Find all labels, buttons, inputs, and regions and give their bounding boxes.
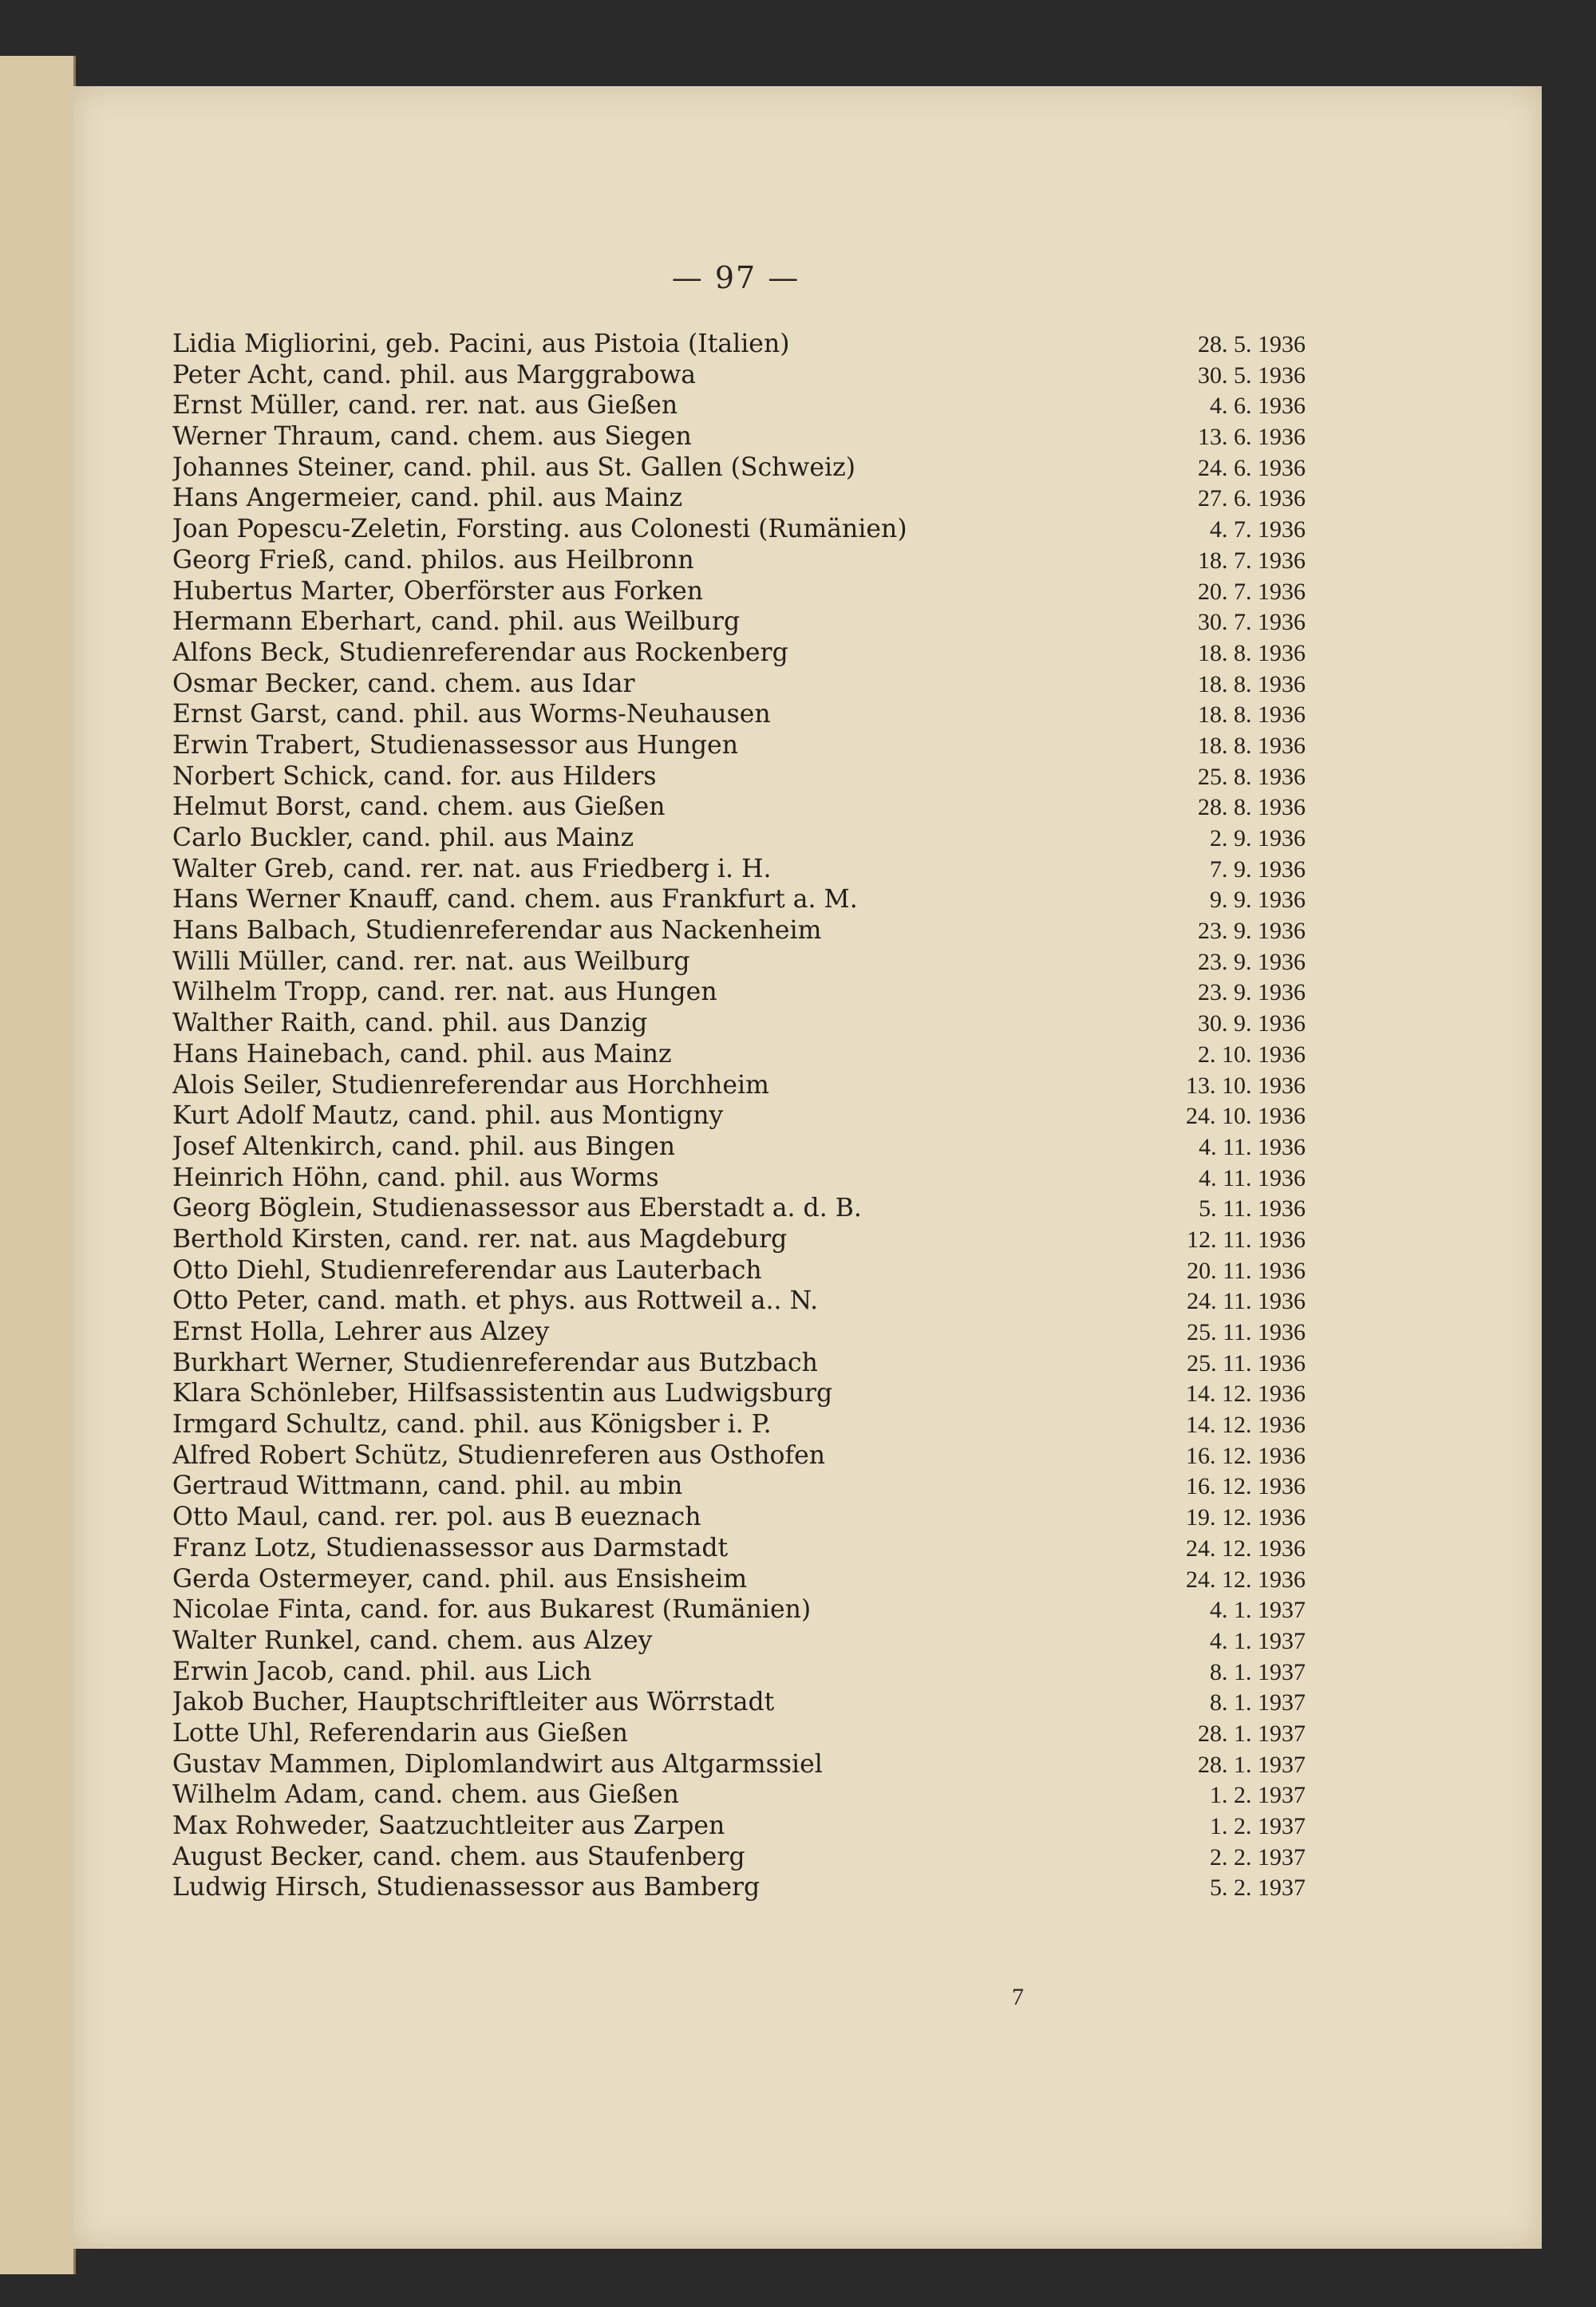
- entry-date: 16. 12. 1936: [1186, 1473, 1306, 1500]
- list-item: [172, 731, 1306, 762]
- list-item: [172, 422, 1306, 453]
- entry-date: 18. 8. 1936: [1198, 701, 1306, 729]
- list-item: [172, 1472, 1306, 1503]
- list-item: [172, 1626, 1306, 1657]
- entry-date: 7. 9. 1936: [1210, 855, 1306, 883]
- entry-date: 28. 8. 1936: [1198, 794, 1306, 821]
- page-number: — 97 —: [671, 260, 800, 295]
- list-item: [172, 978, 1306, 1009]
- list-item: [172, 1688, 1306, 1719]
- entry-date: 4. 1. 1937: [1210, 1597, 1306, 1624]
- list-item: [172, 1040, 1306, 1071]
- entry-name: Gustav Mammen, Diplomlandwirt aus Altgarmssiel: [172, 1749, 823, 1779]
- entry-date: 5. 2. 1937: [1210, 1874, 1306, 1902]
- entry-name: Max Rohweder, Saatzuchtleiter aus Zarpen: [172, 1811, 725, 1840]
- entry-name: Alfons Beck, Studienreferendar aus Rockenberg: [172, 638, 788, 667]
- entry-name: Hubertus Marter, Oberförster aus Forken: [172, 576, 704, 606]
- entry-name: Hans Angermeier, cand. phil. aus Mainz: [172, 484, 683, 513]
- list-item: [172, 1565, 1306, 1596]
- entry-date: 30. 9. 1936: [1198, 1010, 1306, 1037]
- list-item: [172, 1441, 1306, 1472]
- entry-name: Burkhart Werner, Studienreferendar aus Butzbach: [172, 1348, 818, 1377]
- list-item: [172, 700, 1306, 731]
- list-item: [172, 1811, 1306, 1843]
- entry-date: 2. 10. 1936: [1198, 1041, 1306, 1068]
- entry-date: 8. 1. 1937: [1210, 1658, 1306, 1685]
- entry-name: Erwin Trabert, Studienassessor aus Hungen: [172, 730, 738, 760]
- entry-date: 14. 12. 1936: [1186, 1381, 1306, 1408]
- list-item: [172, 638, 1306, 670]
- entry-date: 14. 12. 1936: [1186, 1412, 1306, 1439]
- entry-name: Otto Peter, cand. math. et phys. aus Rottweil a.. N.: [172, 1286, 819, 1316]
- entry-date: 5. 11. 1936: [1199, 1195, 1306, 1223]
- entry-date: 28. 5. 1936: [1198, 331, 1306, 358]
- entry-date: 4. 6. 1936: [1210, 393, 1306, 420]
- list-item: [172, 484, 1306, 515]
- entry-date: 24. 10. 1936: [1186, 1103, 1306, 1130]
- entry-date: 20. 11. 1936: [1187, 1257, 1306, 1284]
- entry-date: 13. 6. 1936: [1198, 424, 1306, 451]
- entry-date: 13. 10. 1936: [1186, 1072, 1306, 1099]
- entry-name: Ernst Garst, cand. phil. aus Worms-Neuhausen: [172, 700, 771, 729]
- entry-name: Georg Böglein, Studienassessor aus Eberstadt a. d. B.: [172, 1194, 862, 1223]
- list-item: [172, 855, 1306, 886]
- entry-date: 2. 9. 1936: [1210, 825, 1306, 851]
- entry-date: 9. 9. 1936: [1210, 887, 1306, 914]
- entry-name: Gertraud Wittmann, cand. phil. au mbin: [172, 1472, 683, 1501]
- list-item: [172, 1132, 1306, 1163]
- entry-name: Irmgard Schultz, cand. phil. aus Königsber i. P.: [172, 1410, 772, 1440]
- list-item: [172, 1256, 1306, 1287]
- entry-name: Hans Balbach, Studienreferendar aus Nackenheim: [172, 916, 822, 946]
- entry-name: Wilhelm Adam, cand. chem. aus Gießen: [172, 1780, 679, 1810]
- list-item: [172, 824, 1306, 855]
- facing-page-edge: [0, 56, 76, 2274]
- list-item: [172, 947, 1306, 978]
- entry-date: 30. 7. 1936: [1198, 609, 1306, 636]
- list-item: [172, 1071, 1306, 1102]
- entry-date: 28. 1. 1937: [1198, 1720, 1306, 1747]
- entry-date: 23. 9. 1936: [1198, 918, 1306, 945]
- list-item: [172, 1719, 1306, 1750]
- entry-name: Hans Werner Knauff, cand. chem. aus Frankfurt a. M.: [172, 885, 858, 915]
- entry-name: Walter Runkel, cand. chem. aus Alzey: [172, 1626, 653, 1655]
- entry-list: [172, 330, 1306, 1904]
- list-item: [172, 546, 1306, 577]
- entry-date: 1. 2. 1937: [1210, 1813, 1306, 1839]
- entry-name: Berthold Kirsten, cand. rer. nat. aus Magdeburg: [172, 1224, 788, 1254]
- list-item: [172, 885, 1306, 916]
- list-item: [172, 1163, 1306, 1195]
- entry-name: Nicolae Finta, cand. for. aus Bukarest (Rumänien): [172, 1595, 812, 1625]
- list-item: [172, 1843, 1306, 1874]
- entry-name: Norbert Schick, cand. for. aus Hilders: [172, 761, 657, 791]
- entry-date: 4. 1. 1937: [1210, 1627, 1306, 1654]
- entry-date: 23. 9. 1936: [1198, 948, 1306, 975]
- entry-date: 23. 9. 1936: [1198, 979, 1306, 1006]
- entry-date: 24. 12. 1936: [1186, 1566, 1306, 1593]
- entry-name: Georg Frieß, cand. philos. aus Heilbronn: [172, 545, 694, 575]
- entry-name: Wilhelm Tropp, cand. rer. nat. aus Hungen: [172, 978, 717, 1007]
- list-item: [172, 1410, 1306, 1441]
- list-item: [172, 1873, 1306, 1904]
- list-item: [172, 916, 1306, 947]
- list-item: [172, 1009, 1306, 1040]
- entry-date: 19. 12. 1936: [1186, 1504, 1306, 1531]
- signature-mark: 7: [1012, 1984, 1024, 2010]
- entry-date: 8. 1. 1937: [1210, 1689, 1306, 1716]
- list-item: [172, 391, 1306, 422]
- entry-date: 27. 6. 1936: [1198, 485, 1306, 512]
- list-item: [172, 1379, 1306, 1410]
- entry-name: Lidia Migliorini, geb. Pacini, aus Pistoia (Italien): [172, 330, 790, 358]
- entry-date: 18. 8. 1936: [1198, 732, 1306, 759]
- entry-date: 12. 11. 1936: [1187, 1226, 1306, 1253]
- list-item: [172, 1194, 1306, 1225]
- list-item: [172, 330, 1306, 361]
- list-item: [172, 1286, 1306, 1317]
- list-item: [172, 1317, 1306, 1349]
- list-item: [172, 1657, 1306, 1689]
- entry-date: 18. 7. 1936: [1198, 547, 1306, 574]
- entry-name: Jakob Bucher, Hauptschriftleiter aus Wörrstadt: [172, 1688, 775, 1717]
- list-item: [172, 1349, 1306, 1380]
- entry-date: 4. 7. 1936: [1210, 516, 1306, 543]
- list-item: [172, 762, 1306, 793]
- entry-name: Heinrich Höhn, cand. phil. aus Worms: [172, 1163, 659, 1192]
- entry-name: Peter Acht, cand. phil. aus Marggrabowa: [172, 360, 697, 389]
- list-item: [172, 1503, 1306, 1534]
- entry-date: 18. 8. 1936: [1198, 670, 1306, 697]
- list-item: [172, 453, 1306, 484]
- entry-name: Osmar Becker, cand. chem. aus Idar: [172, 669, 635, 698]
- entry-date: 24. 6. 1936: [1198, 454, 1306, 481]
- entry-name: Klara Schönleber, Hilfsassistentin aus Ludwigsburg: [172, 1379, 833, 1408]
- list-item: [172, 1595, 1306, 1626]
- entry-name: Kurt Adolf Mautz, cand. phil. aus Montigny: [172, 1101, 724, 1131]
- entry-date: 30. 5. 1936: [1198, 361, 1306, 389]
- entry-name: Johannes Steiner, cand. phil. aus St. Gallen (Schweiz): [172, 452, 855, 482]
- entry-name: Franz Lotz, Studienassessor aus Darmstadt: [172, 1533, 729, 1562]
- entry-date: 24. 11. 1936: [1187, 1288, 1306, 1315]
- list-item: [172, 607, 1306, 638]
- entry-name: Helmut Borst, cand. chem. aus Gießen: [172, 792, 666, 822]
- list-item: [172, 361, 1306, 392]
- list-item: [172, 1534, 1306, 1565]
- entry-name: Otto Diehl, Studienreferendar aus Lauterbach: [172, 1255, 762, 1285]
- entry-name: Ernst Holla, Lehrer aus Alzey: [172, 1317, 550, 1346]
- entry-name: Gerda Ostermeyer, cand. phil. aus Ensisheim: [172, 1564, 748, 1594]
- entry-name: Alois Seiler, Studienreferendar aus Horchheim: [172, 1070, 769, 1100]
- entry-name: Otto Maul, cand. rer. pol. aus B eueznach: [172, 1503, 701, 1532]
- entry-date: 4. 11. 1936: [1199, 1133, 1306, 1160]
- list-item: [172, 792, 1306, 824]
- list-item: [172, 1225, 1306, 1256]
- list-item: [172, 515, 1306, 546]
- list-item: [172, 1101, 1306, 1132]
- entry-name: Walter Greb, cand. rer. nat. aus Friedberg i. H.: [172, 854, 772, 883]
- entry-name: Ludwig Hirsch, Studienassessor aus Bamberg: [172, 1873, 760, 1902]
- entry-name: Erwin Jacob, cand. phil. aus Lich: [172, 1657, 592, 1686]
- entry-name: Joan Popescu-Zeletin, Forsting. aus Colonesti (Rumänien): [172, 515, 907, 544]
- entry-name: Willi Müller, cand. rer. nat. aus Weilburg: [172, 946, 690, 976]
- entry-name: Hans Hainebach, cand. phil. aus Mainz: [172, 1039, 672, 1069]
- entry-date: 4. 11. 1936: [1199, 1164, 1306, 1191]
- entry-date: 25. 8. 1936: [1198, 763, 1306, 790]
- entry-date: 28. 1. 1937: [1198, 1751, 1306, 1778]
- book-page: [73, 86, 1542, 2249]
- list-item: [172, 670, 1306, 701]
- entry-name: Alfred Robert Schütz, Studienreferen aus Osthofen: [172, 1440, 826, 1470]
- entry-date: 24. 12. 1936: [1186, 1535, 1306, 1562]
- entry-date: 1. 2. 1937: [1210, 1782, 1306, 1809]
- entry-date: 16. 12. 1936: [1186, 1442, 1306, 1469]
- entry-date: 18. 8. 1936: [1198, 639, 1306, 666]
- entry-name: August Becker, cand. chem. aus Staufenberg: [172, 1842, 745, 1871]
- entry-name: Lotte Uhl, Referendarin aus Gießen: [172, 1718, 628, 1748]
- entry-name: Ernst Müller, cand. rer. nat. aus Gießen: [172, 391, 678, 421]
- entry-name: Werner Thraum, cand. chem. aus Siegen: [172, 422, 692, 452]
- list-item: [172, 1780, 1306, 1811]
- entry-name: Carlo Buckler, cand. phil. aus Mainz: [172, 824, 634, 852]
- entry-date: 25. 11. 1936: [1187, 1349, 1306, 1377]
- entry-name: Hermann Eberhart, cand. phil. aus Weilburg: [172, 607, 741, 637]
- entry-date: 20. 7. 1936: [1198, 578, 1306, 605]
- entry-name: Walther Raith, cand. phil. aus Danzig: [172, 1009, 648, 1038]
- list-item: [172, 577, 1306, 608]
- entry-date: 25. 11. 1936: [1187, 1319, 1306, 1345]
- list-item: [172, 1750, 1306, 1781]
- entry-date: 2. 2. 1937: [1210, 1843, 1306, 1870]
- entry-name: Josef Altenkirch, cand. phil. aus Bingen: [172, 1132, 676, 1161]
